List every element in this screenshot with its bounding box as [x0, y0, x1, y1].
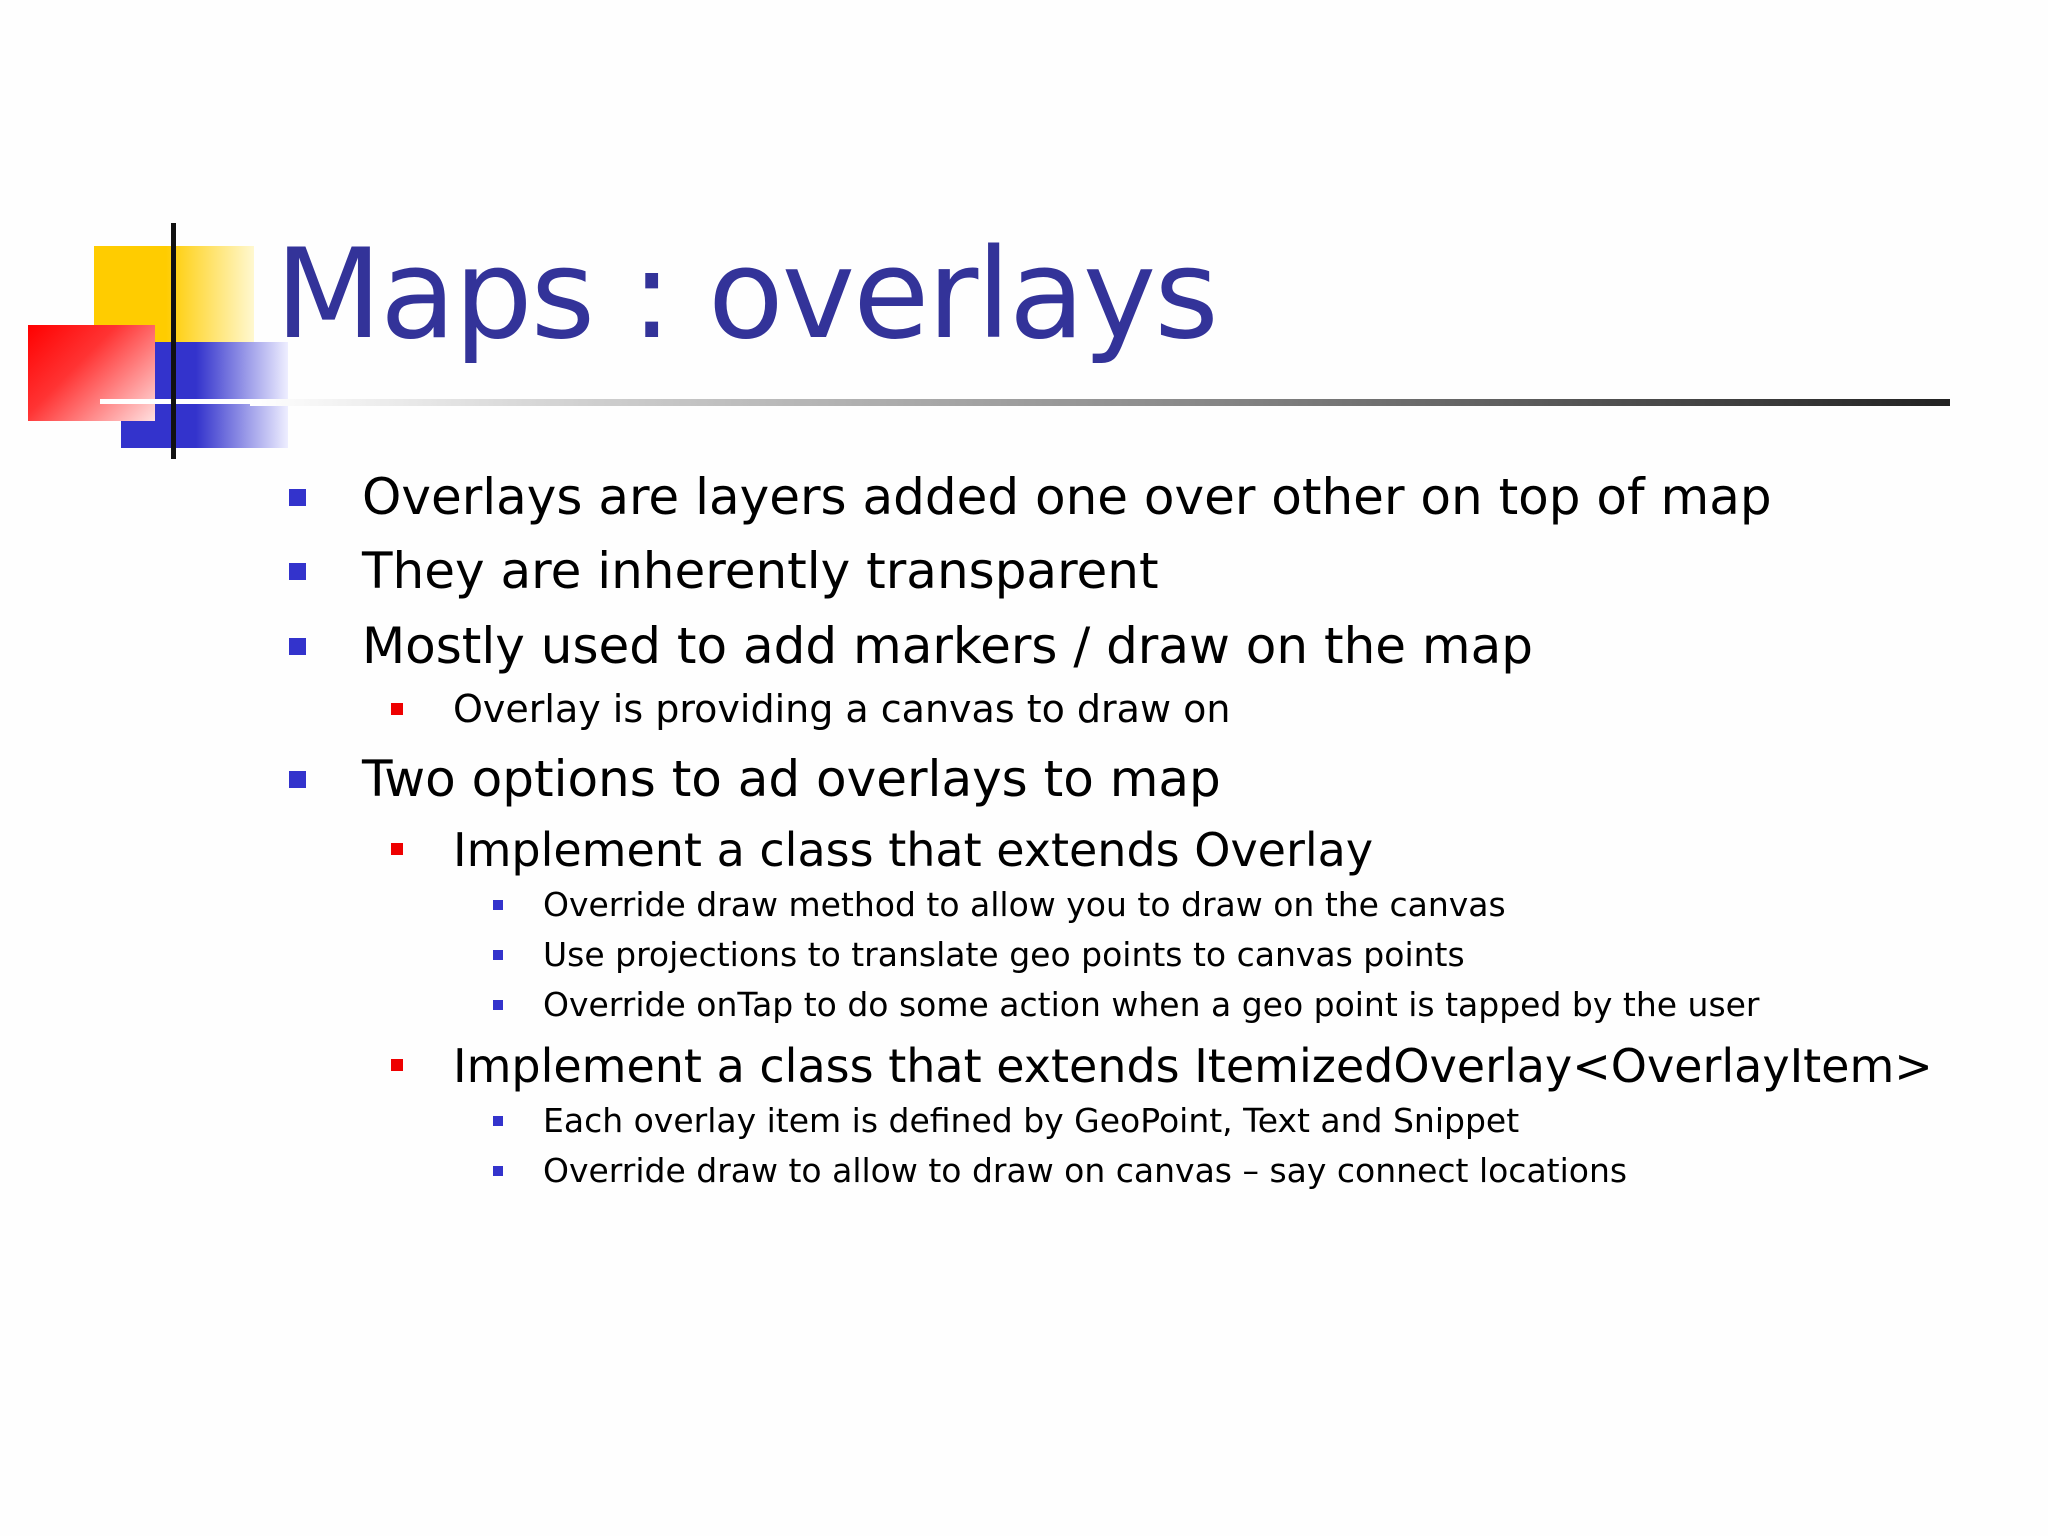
- bullet-marker-level3: [493, 1166, 503, 1176]
- bullet-marker-level1: [289, 489, 306, 506]
- logo-white-bar: [100, 399, 260, 404]
- bullet-item-level1: They are inherently transparent: [362, 542, 1159, 600]
- bullet-marker-level3: [493, 950, 503, 960]
- bullet-marker-level2: [391, 843, 403, 855]
- bullet-marker-level1: [289, 638, 306, 655]
- bullet-item-level3: Override draw to allow to draw on canvas – say connect locations: [543, 1151, 1628, 1190]
- bullet-item-level3: Override onTap to do some action when a geo point is tapped by the user: [543, 985, 1760, 1024]
- logo-vertical-line: [171, 223, 176, 459]
- bullet-item-level1: Mostly used to add markers / draw on the map: [362, 617, 1533, 675]
- bullet-marker-level1: [289, 771, 306, 788]
- logo-red-square: [28, 325, 155, 421]
- bullet-item-level3: Each overlay item is defined by GeoPoint, Text and Snippet: [543, 1101, 1520, 1140]
- bullet-marker-level3: [493, 900, 503, 910]
- bullet-item-level1: Overlays are layers added one over other on top of map: [362, 468, 1772, 526]
- bullet-marker-level2: [391, 703, 403, 715]
- bullet-item-level3: Use projections to translate geo points to canvas points: [543, 935, 1465, 974]
- bullet-marker-level3: [493, 1000, 503, 1010]
- bullet-marker-level2: [391, 1059, 403, 1071]
- slide-title: Maps : overlays: [275, 223, 1217, 367]
- bullet-item-level2: Implement a class that extends ItemizedOverlay<OverlayItem>: [453, 1039, 1933, 1093]
- bullet-item-level1: Two options to ad overlays to map: [362, 750, 1221, 808]
- bullet-item-level3: Override draw method to allow you to draw on the canvas: [543, 885, 1506, 924]
- bullet-item-level2: Overlay is providing a canvas to draw on: [453, 687, 1231, 731]
- title-divider: [250, 399, 1950, 406]
- bullet-marker-level1: [289, 563, 306, 580]
- bullet-marker-level3: [493, 1116, 503, 1126]
- bullet-item-level2: Implement a class that extends Overlay: [453, 823, 1374, 877]
